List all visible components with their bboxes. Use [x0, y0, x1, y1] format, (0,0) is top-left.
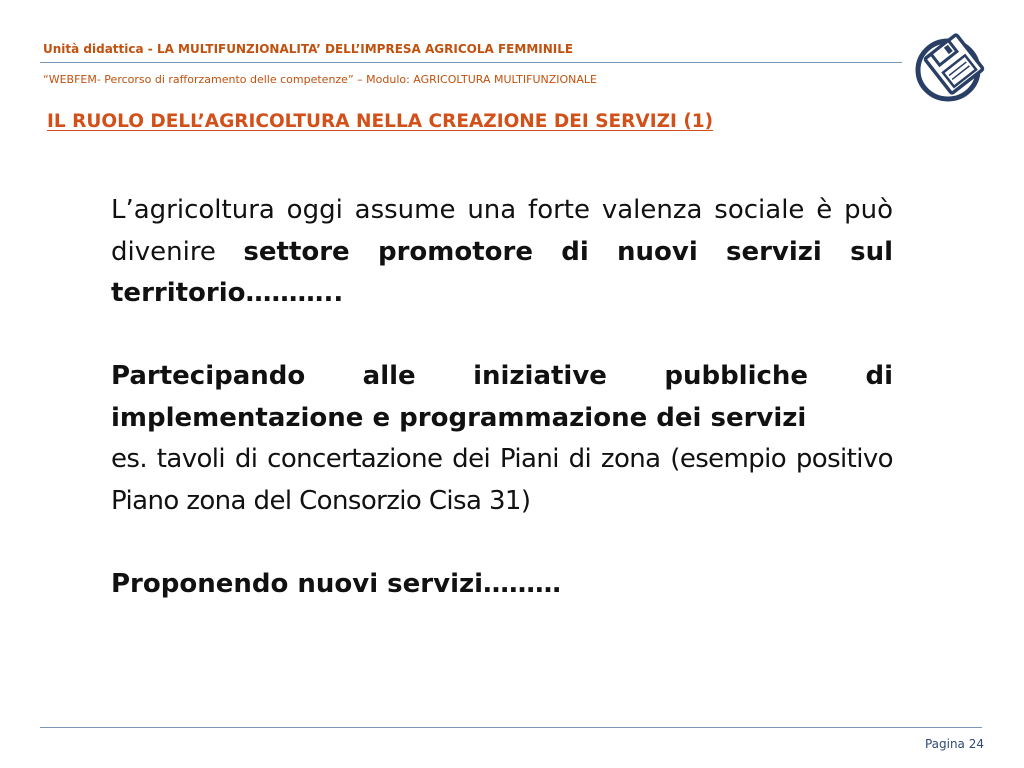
- paragraph-spacer: [111, 315, 893, 357]
- p3-bold-text: Proponendo nuovi servizi………: [111, 568, 562, 599]
- paragraph-2: [111, 356, 893, 439]
- slide-title: IL RUOLO DELL’AGRICOLTURA NELLA CREAZIONE DEI SERVIZI (1): [47, 111, 714, 132]
- page-number: Pagina 24: [924, 737, 984, 751]
- unit-header: [43, 42, 573, 56]
- paragraph-3: [111, 564, 893, 606]
- header-divider: [40, 62, 902, 63]
- paragraph-spacer: [111, 522, 893, 564]
- unit-label: Unità didattica: [43, 42, 144, 56]
- p1-bold-text: settore promotore di nuovi servizi sul territorio………..: [111, 236, 893, 308]
- floppy-disk-icon: [912, 30, 990, 104]
- p2-bold-text: Partecipando alle iniziative pubbliche di implementazione e programmazione dei servizi: [111, 361, 893, 433]
- footer-divider: [40, 727, 982, 728]
- p1-text: L’agricoltura oggi assume una forte valenza sociale è può divenire: [111, 195, 893, 267]
- course-subtitle: “WEBFEM- Percorso di rafforzamento delle competenze” – Modulo: AGRICOLTURA MULTIFUNZIONALE: [43, 73, 597, 86]
- slide-body: [111, 190, 893, 605]
- unit-title: - LA MULTIFUNZIONALITA’ DELL’IMPRESA AGRICOLA FEMMINILE: [143, 42, 574, 56]
- paragraph-1: [111, 190, 893, 315]
- paragraph-2-example: es. tavoli di concertazione dei Piani di zona (esempio positivo Piano zona del Consorzio Cisa 31): [111, 444, 893, 516]
